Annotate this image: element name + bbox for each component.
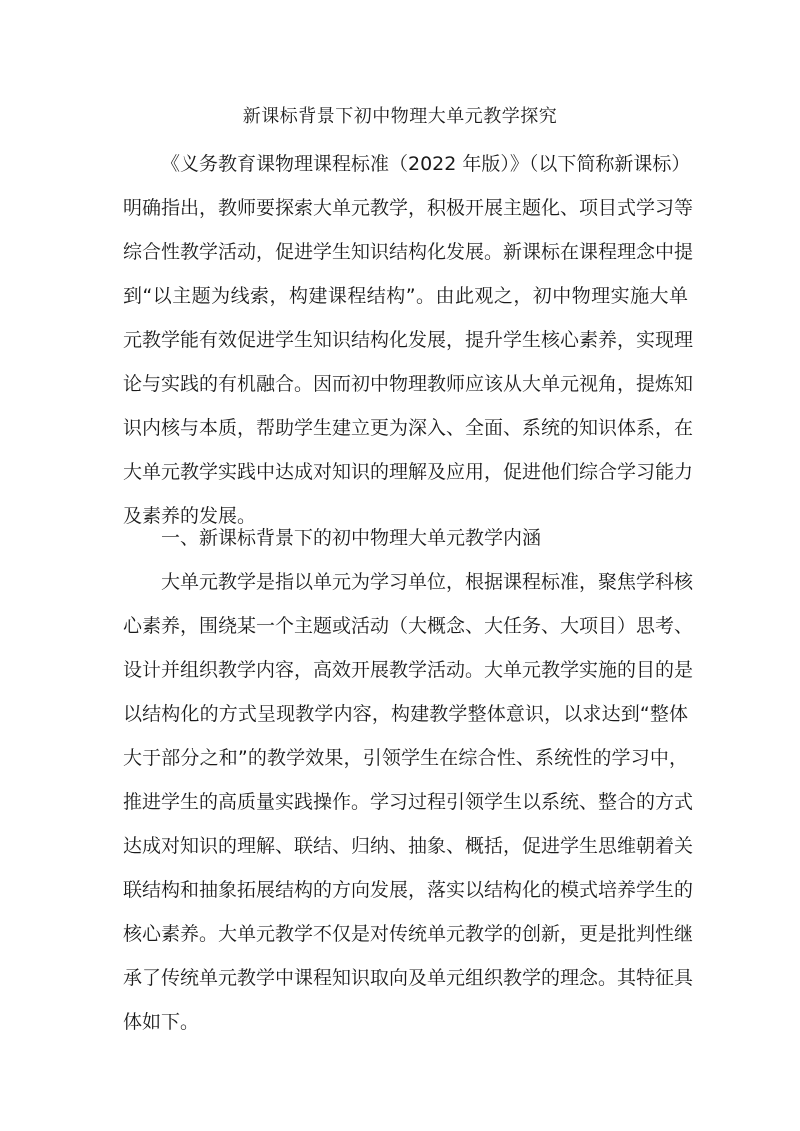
document-title: 新课标背景下初中物理大单元教学探究: [242, 106, 558, 127]
paragraph-line: 元教学能有效促进学生知识结构化发展，提升学生核心素养，实现理: [123, 329, 694, 351]
paragraph-line: 体如下。: [123, 1011, 200, 1033]
paragraph-line: 以结构化的方式呈现教学内容，构建教学整体意识，以求达到“整体: [123, 703, 688, 725]
paragraph-line: 论与实践的有机融合。因而初中物理教师应该从大单元视角，提炼知: [123, 373, 694, 395]
paragraph-line: 《义务教育课物理课程标准（2022 年版）》（以下简称新课标）: [161, 153, 691, 175]
paragraph-line: 明确指出，教师要探索大单元教学，积极开展主题化、项目式学习等: [123, 197, 694, 219]
paragraph-line: 到“以主题为线索，构建课程结构”。由此观之，初中物理实施大单: [123, 285, 688, 307]
paragraph-line: 大单元教学是指以单元为学习单位，根据课程标准，聚焦学科核: [161, 571, 694, 593]
paragraph-definition: [123, 560, 694, 1044]
paragraph-line: 大于部分之和”的教学效果，引领学生在综合性、系统性的学习中，: [123, 747, 688, 769]
section-heading: 一、新课标背景下的初中物理大单元教学内涵: [161, 527, 542, 549]
paragraph-line: 设计并组织教学内容，高效开展教学活动。大单元教学实施的目的是: [123, 659, 694, 681]
paragraph-line: 推进学生的高质量实践操作。学习过程引领学生以系统、整合的方式: [123, 791, 694, 813]
paragraph-intro: [123, 142, 694, 538]
paragraph-line: 达成对知识的理解、联结、归纳、抽象、概括，促进学生思维朝着关: [123, 835, 694, 857]
paragraph-line: 心素养，围绕某一个主题或活动（大概念、大任务、大项目）思考、: [123, 615, 694, 637]
paragraph-line: 及素养的发展。: [123, 505, 257, 527]
paragraph-line: 承了传统单元教学中课程知识取向及单元组织教学的理念。其特征具: [123, 967, 694, 989]
paragraph-line: 综合性教学活动，促进学生知识结构化发展。新课标在课程理念中提: [123, 241, 694, 263]
paragraph-line: 联结构和抽象拓展结构的方向发展，落实以结构化的模式培养学生的: [123, 879, 694, 901]
paragraph-line: 大单元教学实践中达成对知识的理解及应用，促进他们综合学习能力: [123, 461, 694, 483]
paragraph-line: 核心素养。大单元教学不仅是对传统单元教学的创新，更是批判性继: [123, 923, 694, 945]
paragraph-line: 识内核与本质，帮助学生建立更为深入、全面、系统的知识体系，在: [123, 417, 694, 439]
